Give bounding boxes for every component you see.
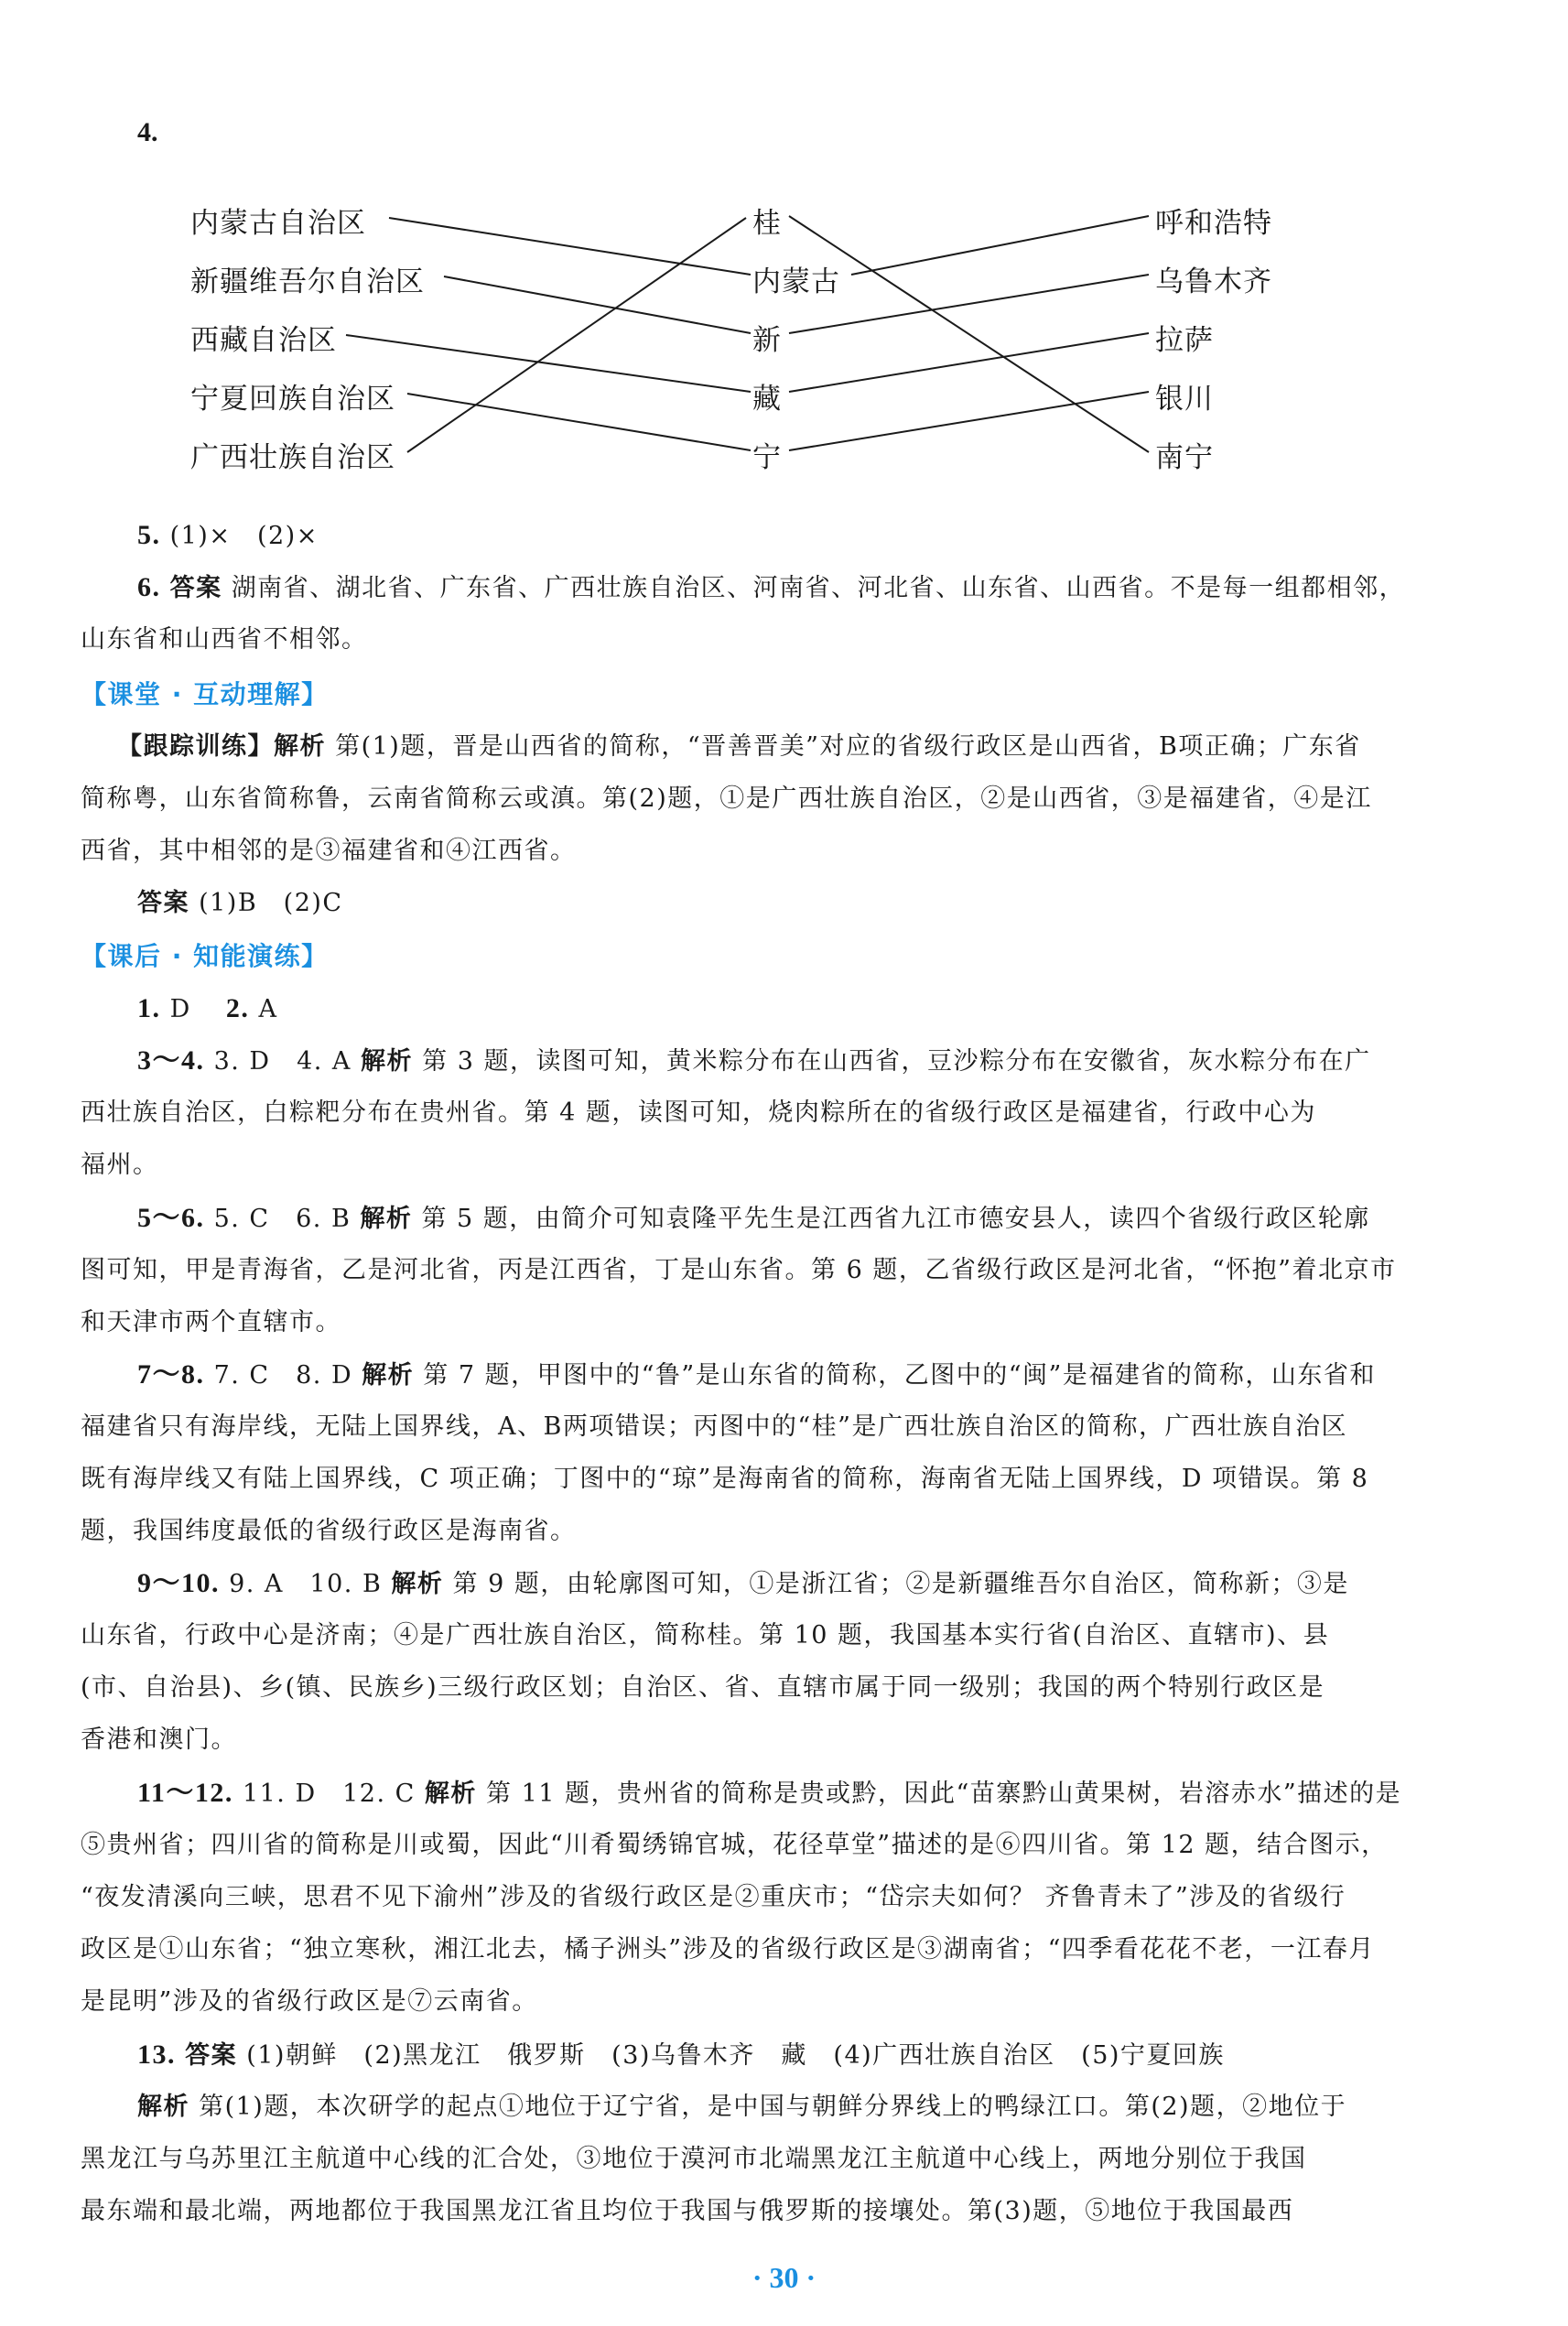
q3-4-answers: 3. D 4. A (213, 1047, 351, 1076)
q11-12-text-1: 第 11 题，贵州省的简称是贵或黔，因此“苗寨黔山黄果树，岩溶赤水”描述的是 (486, 1780, 1402, 1808)
tracking-line-1 (81, 720, 1380, 773)
middle-item-1: 桂 (752, 207, 782, 240)
q13-answer-line (81, 2028, 1380, 2082)
q9-10-text-1: 第 9 题，由轮廓图可知，①是浙江省；②是新疆维吾尔自治区，简称新；③是 (452, 1570, 1349, 1598)
question-5-answer: (1)× (2)× (169, 522, 319, 550)
q3-4-text-1: 第 3 题，读图可知，黄米粽分布在山西省，豆沙粽分布在安徽省，灰水粽分布在广 (422, 1047, 1371, 1076)
q3-4-text-2: 西壮族自治区，白粽粑分布在贵州省。第 4 题，读图可知，烧肉粽所在的省级行政区是福建省，行政中心为 (81, 1098, 1316, 1127)
tracking-text-2: 简称粤，山东省简称鲁，云南省简称云或滇。第(2)题，①是广西壮族自治区，②是山西省，③是福建省，④是江 (81, 784, 1372, 813)
q3-4-line-1 (81, 1034, 1380, 1087)
q1-answer: D (169, 995, 191, 1023)
question-4-number: 4. (137, 117, 158, 147)
q5-6-line-1 (81, 1192, 1380, 1245)
left-item-5: 广西壮族自治区 (190, 441, 395, 474)
page-number-dot-right: · (806, 2261, 816, 2294)
tracking-label: 【跟踪训练】解析 (117, 732, 326, 761)
q2-answer: A (258, 995, 278, 1023)
q11-12-text-4: 政区是①山东省；“独立寒秋，湘江北去，橘子洲头”涉及的省级行政区是③湖南省；“四季看花花不老，一江春月 (81, 1935, 1375, 1964)
answers-1-2 (81, 982, 1380, 1035)
q13-explanation-label: 解析 (137, 2093, 189, 2121)
connector-xj-left (444, 276, 751, 333)
q5-6-label: 解析 (360, 1205, 413, 1233)
middle-item-5: 宁 (752, 441, 782, 474)
q5-6-text-2: 图可知，甲是青海省，乙是河北省，丙是江西省，丁是山东省。第 6 题，乙省级行政区是河北省，“怀抱”着北京市 (81, 1256, 1397, 1284)
q11-12-text-5: 是昆明”涉及的省级行政区是⑦云南省。 (81, 1987, 538, 2016)
connector-ning-right (789, 392, 1149, 450)
q13-text-3: 最东端和最北端，两地都位于我国黑龙江省且均位于我国与俄罗斯的接壤处。第(3)题，⑤地位于我国最西 (81, 2197, 1294, 2225)
q13-answers: (1)朝鲜 (2)黑龙江 俄罗斯 (3)乌鲁木齐 藏 (4)广西壮族自治区 (5)宁夏回族 (246, 2041, 1225, 2070)
middle-item-3: 新 (752, 324, 782, 357)
q9-10-text-4: 香港和澳门。 (81, 1726, 237, 1754)
q7-8-text-3: 既有海岸线又有陆上国界线，C 项正确；丁图中的“琼”是海南省的简称，海南省无陆上国界线，D 项错误。第 8 (81, 1465, 1369, 1493)
page-number (0, 2261, 1568, 2295)
q7-8-label: 解析 (362, 1361, 415, 1390)
connector-zang-right (789, 333, 1149, 392)
left-item-3: 西藏自治区 (190, 324, 337, 357)
q1-number: 1. (137, 993, 161, 1023)
question-5 (81, 509, 1380, 562)
page-number-value: 30 (769, 2261, 799, 2294)
q9-10-line-1 (81, 1557, 1380, 1610)
q7-8-text-2: 福建省只有海岸线，无陆上国界线，A、B两项错误；丙图中的“桂”是广西壮族自治区的简称，广西壮族自治区 (81, 1412, 1347, 1441)
left-item-2: 新疆维吾尔自治区 (190, 265, 425, 298)
connector-nmg-left (389, 218, 751, 275)
middle-item-4: 藏 (752, 383, 782, 416)
right-item-4: 银川 (1155, 383, 1214, 416)
q13-text-2: 黑龙江与乌苏里江主航道中心线的汇合处，③地位于漠河市北端黑龙江主航道中心线上，两地分别位于我国 (81, 2145, 1307, 2173)
q2-number: 2. (225, 993, 250, 1023)
connector-nx-left (407, 394, 751, 450)
connector-gx-left (407, 218, 746, 452)
question-6-text-2: 山东省和山西省不相邻。 (81, 625, 368, 654)
right-item-2: 乌鲁木齐 (1155, 265, 1272, 298)
connector-xz-left (346, 335, 751, 392)
q13-number: 13. (137, 2039, 176, 2070)
connector-xin-right (789, 275, 1149, 333)
q5-6-answers: 5. C 6. B (213, 1205, 351, 1233)
q7-8-number: 7～8. (137, 1359, 205, 1390)
q7-8-answers: 7. C 8. D (213, 1361, 353, 1390)
question-6-label: 答案 (169, 574, 222, 602)
q11-12-line-1 (81, 1767, 1402, 1820)
q5-6-text-1: 第 5 题，由简介可知袁隆平先生是江西省九江市德安县人，读四个省级行政区轮廓 (421, 1205, 1370, 1233)
q9-10-text-2: 山东省，行政中心是济南；④是广西壮族自治区，简称桂。第 10 题，我国基本实行省(自治区、直辖市)、县 (81, 1621, 1330, 1650)
q3-4-number: 3～4. (137, 1045, 205, 1076)
q11-12-number: 11～12. (137, 1778, 233, 1808)
tracking-answer (81, 877, 1380, 929)
q11-12-answers: 11. D 12. C (242, 1780, 416, 1808)
q5-6-text-3: 和天津市两个直辖市。 (81, 1308, 341, 1336)
section-heading-after-class: 【课后 · 知能演练】 (81, 941, 329, 971)
q11-12-text-3: “夜发清溪向三峡，思君不见下渝州”涉及的省级行政区是②重庆市；“岱宗夫如何？ 齐鲁青未了”涉及的省级行 (81, 1883, 1346, 1911)
matching-lines (0, 0, 1568, 549)
right-item-5: 南宁 (1155, 441, 1214, 474)
q3-4-text-3: 福州。 (81, 1151, 159, 1179)
question-6-text-1: 湖南省、湖北省、广东省、广西壮族自治区、河南省、河北省、山东省、山西省。不是每一组都相邻， (231, 574, 1406, 602)
q9-10-label: 解析 (391, 1570, 444, 1598)
q11-12-text-2: ⑤贵州省；四川省的简称是川或蜀，因此“川肴蜀绣锦官城，花径草堂”描述的是⑥四川省。第 12 题，结合图示， (81, 1831, 1388, 1859)
left-item-1: 内蒙古自治区 (190, 207, 366, 240)
tracking-text-3: 西省，其中相邻的是③福建省和④江西省。 (81, 837, 577, 865)
q7-8-text-4: 题，我国纬度最低的省级行政区是海南省。 (81, 1517, 577, 1545)
right-item-1: 呼和浩特 (1155, 207, 1272, 240)
section-heading-classroom: 【课堂 · 互动理解】 (81, 679, 329, 709)
q13-explanation-line-1 (81, 2081, 1380, 2133)
tracking-answer-value: (1)B (2)C (199, 889, 343, 917)
q5-6-number: 5～6. (137, 1203, 205, 1233)
page-number-dot-left: · (752, 2261, 762, 2294)
tracking-text-1: 第(1)题，晋是山西省的简称，“晋善晋美”对应的省级行政区是山西省，B项正确；广东省 (335, 732, 1361, 761)
q9-10-number: 9～10. (137, 1568, 220, 1598)
connector-nmg-right (851, 216, 1149, 275)
q13-text-1: 第(1)题，本次研学的起点①地位于辽宁省，是中国与朝鲜分界线上的鸭绿江口。第(2)题，②地位于 (199, 2093, 1347, 2121)
question-5-number: 5. (137, 520, 161, 550)
q3-4-label: 解析 (361, 1047, 414, 1076)
q9-10-text-3: (市、自治县)、乡(镇、民族乡)三级行政区划；自治区、省、直辖市属于同一级别；我国的两个特别行政区是 (81, 1673, 1325, 1702)
tracking-answer-label: 答案 (137, 889, 189, 917)
q9-10-answers: 9. A 10. B (229, 1570, 383, 1598)
q11-12-label: 解析 (424, 1780, 477, 1808)
left-item-4: 宁夏回族自治区 (190, 383, 395, 416)
q13-answer-label: 答案 (185, 2041, 238, 2070)
q7-8-text-1: 第 7 题，甲图中的“鲁”是山东省的简称，乙图中的“闽”是福建省的简称，山东省和 (423, 1361, 1376, 1390)
middle-item-2: 内蒙古 (752, 265, 840, 298)
q7-8-line-1 (81, 1348, 1380, 1401)
question-6-line-1 (81, 561, 1406, 614)
question-6-number: 6. (137, 572, 161, 602)
right-item-3: 拉萨 (1155, 324, 1214, 357)
